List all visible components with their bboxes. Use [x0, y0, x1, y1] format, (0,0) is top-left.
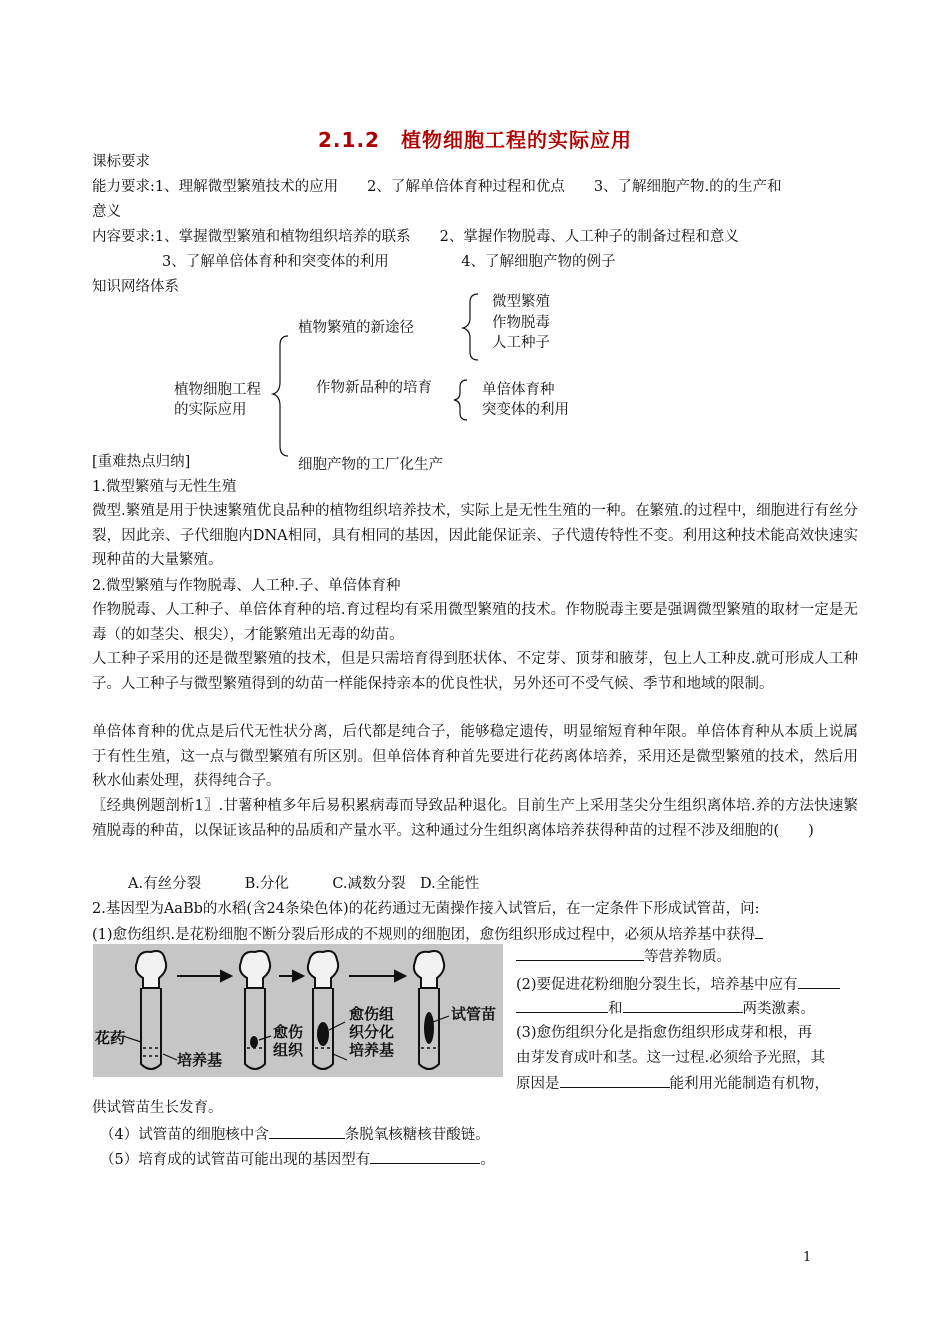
branch2-item-1: 单倍体育种	[482, 382, 555, 398]
callus-blob-1	[250, 1036, 258, 1048]
test-tube-1	[141, 988, 161, 1069]
question3-blank[interactable]	[560, 1073, 670, 1088]
label-callus-2: 愈伤组	[349, 1005, 395, 1023]
process-arrows	[177, 971, 405, 981]
question2-blank-c[interactable]	[623, 998, 743, 1013]
brace-new-varieties	[454, 380, 467, 420]
branch1-item-2: 作物脱毒	[492, 315, 550, 331]
question3-line2: 由芽发育成叶和茎。这一过程.必须给予光照，其	[516, 1050, 826, 1066]
cotton-plugs	[136, 951, 444, 988]
network-braces	[0, 0, 950, 480]
question2-blank-b[interactable]	[516, 998, 608, 1013]
cotton-plug-3	[308, 951, 338, 988]
pointer-anther	[123, 1036, 141, 1042]
callus-blob-2	[317, 1022, 329, 1046]
section1-body: 微型.繁殖是用于快速繁殖优良品种的植物组织培养技术，实际上是无性生殖的一种。在繁殖.的过程中，细胞进行有丝分裂，因此亲、子代细胞内DNA相同，具有相同的基因，因此能保证亲、子代遗传特性不变。利用这种技术能高效快速实现种苗的大量繁殖。	[92, 503, 858, 568]
network-branch-3: 细胞产物的工厂化生产	[298, 457, 443, 473]
question4-blank[interactable]	[269, 1124, 345, 1139]
example2-stem: 2.基因型为AaBb的水稻(含24条染色体)的花药通过无菌操作接入试管后，在一定条件下形成试管苗，问:	[92, 901, 760, 917]
arrow-2-head	[293, 971, 303, 981]
label-medium-2: 培养基	[349, 1041, 395, 1059]
cotton-plug-2	[240, 951, 270, 988]
ability-line-2: 意义	[92, 204, 121, 220]
network-root-1: 植物细胞工程	[174, 382, 261, 398]
test-tube-figure	[93, 944, 503, 1077]
cotton-plug-1	[136, 951, 166, 988]
network-branch-2: 作物新品种的培育	[316, 380, 432, 396]
question2-tail: 两类激素。	[742, 1001, 815, 1017]
question5-blank[interactable]	[370, 1149, 480, 1164]
key-points-heading: [重难热点归纳]	[92, 454, 191, 470]
question5-line	[100, 1149, 495, 1170]
question1-blank[interactable]	[516, 946, 644, 961]
page-number: 1	[803, 1250, 812, 1265]
question3-line3	[516, 1073, 829, 1094]
pointer-plantlet	[433, 1016, 449, 1022]
question4-tail: 条脱氧核糖核苷酸链。	[344, 1127, 490, 1143]
example1-stem: 〖经典例题剖析1〗.甘薯种植多年后易积累病毒而导致品种退化。目前生产上采用茎尖分生组织离体培.养的方法快速繁殖脱毒的种苗，以保证该品种的品质和产量水平。这种通过分生组织离体培养获得种苗的过程不涉及细胞的( )	[92, 798, 858, 839]
branch2-item-2: 突变体的利用	[482, 402, 569, 418]
section2-para-3: 单倍体育种的优点是后代无性状分离，后代都是纯合子，能够稳定遗传，明显缩短育种年限。单倍体育种从本质上说属于有性生殖，这一点与微型繁殖有所区别。但单倍体育种首先要进行花药离体培养，采用还是微型繁殖的技术，然后用秋水仙素处理，获得纯合子。	[92, 724, 858, 789]
question5-tail: 。	[480, 1152, 495, 1168]
main-brace	[273, 336, 288, 456]
network-heading: 知识网络体系	[92, 279, 179, 295]
content-line-2: 3、了解单倍体育种和突变体的利用 4、了解细胞产物的例子	[162, 254, 616, 270]
label-anther: 花药	[95, 1029, 126, 1047]
pointer-callus-diff	[329, 1022, 345, 1030]
question1-tail-text: 等营养物质。	[644, 949, 731, 965]
label-medium-1: 培养基	[177, 1051, 223, 1069]
network-branch-1: 植物繁殖的新途径	[298, 320, 414, 336]
question5-text: （5）培育成的试管苗可能出现的基因型有	[100, 1152, 371, 1168]
question2-and: 和	[608, 1001, 623, 1017]
branch1-item-3: 人工种子	[492, 335, 550, 351]
pointer-medium-1	[163, 1054, 177, 1060]
label-tissue-1: 组织	[273, 1041, 304, 1059]
question4-line	[100, 1124, 490, 1145]
question1-blank-start[interactable]	[755, 924, 763, 939]
plantlet-blob	[424, 1012, 434, 1044]
network-root-2: 的实际应用	[174, 402, 247, 418]
question3-line4: 供试管苗生长发育。	[92, 1100, 223, 1116]
section2-heading: 2.微型繁殖与作物脱毒、人工种.子、单倍体育种	[92, 578, 401, 594]
page-title: 2.1.2 植物细胞工程的实际应用	[318, 128, 632, 152]
section2-para-1: 作物脱毒、人工种子、单倍体育种的培.育过程均有采用微型繁殖的技术。作物脱毒主要是强调微型繁殖的取材一定是无毒（的如茎尖、根尖），才能繁殖出无毒的幼苗。	[92, 602, 858, 643]
pointer-medium-2	[333, 1054, 347, 1060]
label-callus-1: 愈伤	[273, 1023, 304, 1041]
arrow-3-head	[395, 971, 405, 981]
question3-line1: (3)愈伤组织分化是指愈伤组织形成芽和根，再	[516, 1025, 813, 1041]
label-differentiation: 织分化	[349, 1023, 395, 1041]
question2-line1	[516, 974, 840, 995]
question3-tail: 能利用光能制造有机物，	[669, 1076, 829, 1092]
arrow-1-head	[221, 971, 231, 981]
example1-options: A.有丝分裂 B.分化 C.减数分裂 D.全能性	[128, 876, 480, 892]
question1-tail	[516, 946, 731, 967]
question4-text: （4）试管苗的细胞核中含	[100, 1127, 269, 1143]
branch1-item-1: 微型繁殖	[492, 294, 550, 310]
brace-reproduction	[463, 294, 478, 360]
cotton-plug-4	[414, 951, 444, 988]
question2-text: (2)要促进花粉细胞分裂生长，培养基中应有	[516, 977, 798, 993]
question1-line	[92, 924, 763, 945]
kebiao-label: 课标要求	[92, 154, 150, 170]
question1-text: (1)愈伤组织.是花粉细胞不断分裂后形成的不规则的细胞团，愈伤组织形成过程中，必须从培养基中获得	[92, 927, 756, 943]
question2-line2	[516, 998, 815, 1019]
label-plantlet: 试管苗	[451, 1005, 497, 1023]
question3-text: 原因是	[516, 1076, 560, 1092]
section1-heading: 1.微型繁殖与无性生殖	[92, 479, 237, 495]
test-tube-2	[245, 988, 265, 1069]
content-line-1: 内容要求:1、掌握微型繁殖和植物组织培养的联系 2、掌握作物脱毒、人工种子的制备过程和意义	[92, 229, 739, 245]
ability-line-1: 能力要求:1、理解微型繁殖技术的应用 2、了解单倍体育种过程和优点 3、了解细胞产物.的的生产和	[92, 179, 782, 195]
question2-blank-a[interactable]	[798, 974, 840, 989]
section2-para-2: 人工种子采用的还是微型繁殖的技术，但是只需培育得到胚状体、不定芽、顶芽和腋芽，包上人工种皮.就可形成人工种子。人工种子与微型繁殖得到的幼苗一样能保持亲本的优良性状，另外还可不受气候、季节和地域的限制。	[92, 651, 858, 692]
